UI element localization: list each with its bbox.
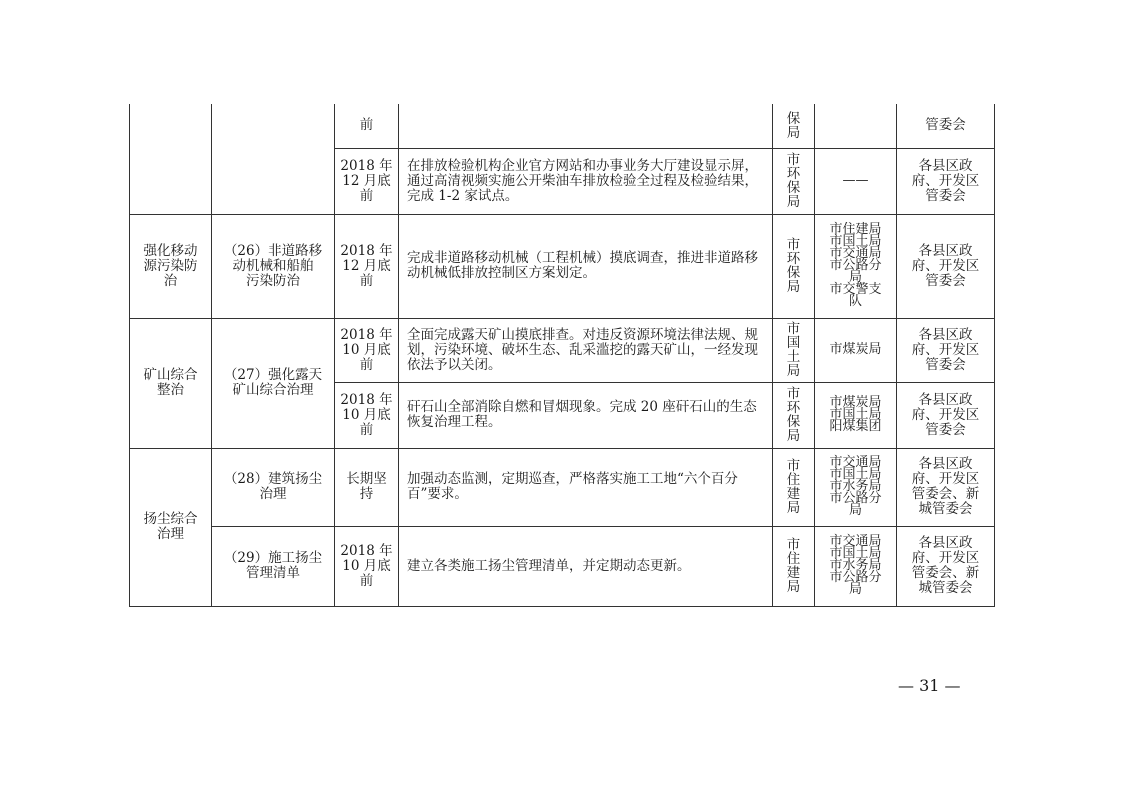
category-cell: [130, 104, 212, 214]
table-row: [130, 526, 995, 606]
task-cell: （26）非道路移 动机械和船舶 污染防治: [212, 214, 335, 318]
coop-dept-cell: 市交通局 市国土局 市水务局 市公路分 局: [815, 448, 897, 526]
timing-cell: 长期坚 持: [335, 448, 399, 526]
coop-dept-cell: ——: [815, 148, 897, 214]
table-row: [130, 448, 995, 526]
content-cell: 加强动态监测，定期巡查，严格落实施工工地“六个百分百”要求。: [399, 448, 773, 526]
timing-cell: 2018 年 12 月底 前: [335, 214, 399, 318]
timing-cell: 2018 年 12 月底 前: [335, 148, 399, 214]
table-row: [130, 104, 995, 148]
content-cell: 全面完成露天矿山摸底排查。对违反资源环境法律法规、规划，污染环境、破坏生态、乱采滥挖的露天矿山，一经发现依法予以关闭。: [399, 318, 773, 382]
resp-unit-cell: 各县区政 府、开发区 管委会: [897, 318, 995, 382]
measures-table: [129, 104, 995, 607]
resp-unit-cell: 管委会: [897, 104, 995, 148]
coop-dept-cell: 市交通局 市国土局 市水务局 市公路分 局: [815, 526, 897, 606]
timing-cell: 2018 年 10 月底 前: [335, 382, 399, 448]
resp-unit-cell: 各县区政 府、开发区 管委会: [897, 382, 995, 448]
content-cell: 完成非道路移动机械（工程机械）摸底调查，推进非道路移动机械低排放控制区方案划定。: [399, 214, 773, 318]
page-number: — 31 —: [898, 676, 961, 695]
content-cell: 矸石山全部消除自燃和冒烟现象。完成 20 座矸石山的生态恢复治理工程。: [399, 382, 773, 448]
category-cell: 矿山综合 整治: [130, 318, 212, 448]
timing-cell: 2018 年 10 月底 前: [335, 526, 399, 606]
coop-dept-cell: 市煤炭局 市国土局 阳煤集团: [815, 382, 897, 448]
resp-unit-cell: 各县区政 府、开发区 管委会、新 城管委会: [897, 448, 995, 526]
content-cell: [399, 104, 773, 148]
resp-unit-cell: 各县区政 府、开发区 管委会、新 城管委会: [897, 526, 995, 606]
resp-unit-cell: 各县区政 府、开发区 管委会: [897, 148, 995, 214]
lead-dept-cell: 市 国 土 局: [773, 318, 815, 382]
lead-dept-cell: 市 住 建 局: [773, 448, 815, 526]
task-cell: （29）施工扬尘 管理清单: [212, 526, 335, 606]
coop-dept-cell: [815, 104, 897, 148]
task-cell: （27）强化露天 矿山综合治理: [212, 318, 335, 448]
task-cell: （28）建筑扬尘 治理: [212, 448, 335, 526]
lead-dept-cell: 保 局: [773, 104, 815, 148]
timing-cell: 前: [335, 104, 399, 148]
content-cell: 建立各类施工扬尘管理清单，并定期动态更新。: [399, 526, 773, 606]
lead-dept-cell: 市 住 建 局: [773, 526, 815, 606]
category-cell: 扬尘综合 治理: [130, 448, 212, 606]
resp-unit-cell: 各县区政 府、开发区 管委会: [897, 214, 995, 318]
content-cell: 在排放检验机构企业官方网站和办事业务大厅建设显示屏，通过高清视频实施公开柴油车排放检验全过程及检验结果，完成 1-2 家试点。: [399, 148, 773, 214]
coop-dept-cell: 市煤炭局: [815, 318, 897, 382]
timing-cell: 2018 年 10 月底 前: [335, 318, 399, 382]
lead-dept-cell: 市 环 保 局: [773, 214, 815, 318]
table-row: [130, 214, 995, 318]
lead-dept-cell: 市 环 保 局: [773, 148, 815, 214]
lead-dept-cell: 市 环 保 局: [773, 382, 815, 448]
coop-dept-cell: 市住建局 市国土局 市交通局 市公路分 局 市交警支 队: [815, 214, 897, 318]
task-cell: [212, 104, 335, 214]
table-row: [130, 318, 995, 382]
category-cell: 强化移动 源污染防 治: [130, 214, 212, 318]
